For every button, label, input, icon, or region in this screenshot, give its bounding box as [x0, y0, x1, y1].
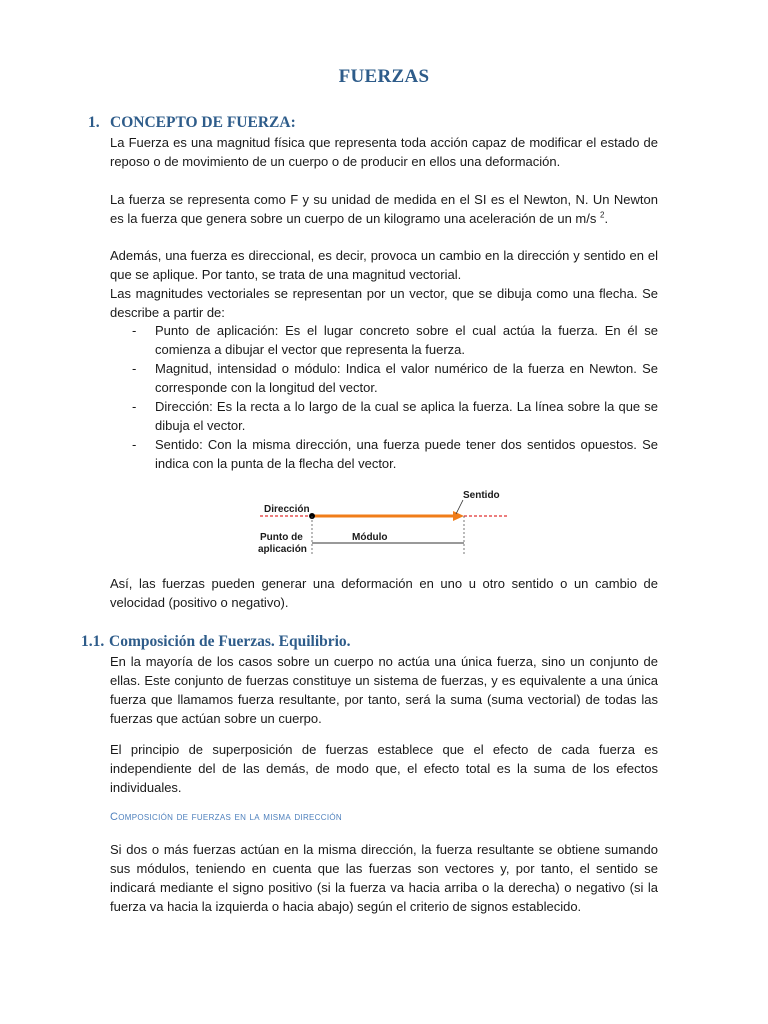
label-sentido: Sentido [463, 490, 500, 501]
force-vector-arrowhead [453, 511, 464, 521]
label-punto-aplicacion-line1: Punto de [260, 532, 303, 543]
sentido-pointer [456, 500, 463, 514]
list-item [110, 359, 658, 397]
paragraph-vectores: Las magnitudes vectoriales se representan por un vector, que se dibuja como una flecha. Se describe a partir de: [110, 286, 658, 320]
superscript-two: 2 [600, 210, 605, 220]
section-1-heading-text: CONCEPTO DE FUERZA: [110, 114, 296, 131]
paragraph-newton [110, 190, 658, 228]
list-item-text: Sentido: Con la misma dirección, una fuerza puede tener dos sentidos opuestos. Se indica con la punta de la flecha del vector. [155, 437, 658, 471]
paragraph-deformacion: Así, las fuerzas pueden generar una deformación en uno u otro sentido o un cambio de velocidad (positivo o negativo). [110, 576, 658, 610]
vector-diagram [250, 484, 520, 560]
bullet-dash: - [132, 323, 137, 338]
bullet-dash: - [132, 361, 137, 376]
paragraph-direccional: Además, una fuerza es direccional, es decir, provoca un cambio en la dirección y sentido en el que se aplique. Por tanto, se trata de una magnitud vectorial. [110, 248, 658, 282]
subheading-misma-direccion: Composición de fuerzas en la misma dirección [110, 811, 342, 823]
section-1-1-heading [81, 633, 351, 651]
paragraph-newton-end: . [604, 211, 609, 226]
bullet-dash: - [132, 437, 137, 452]
list-item [110, 397, 658, 435]
vector-properties-list [110, 321, 658, 473]
list-item [110, 321, 658, 359]
list-item [110, 435, 658, 473]
bullet-dash: - [132, 399, 137, 414]
paragraph-superposicion: El principio de superposición de fuerzas establece que el efecto de cada fuerza es independiente del de las demás, de modo que, el efecto total es la suma de los efectos individuales. [110, 742, 658, 795]
paragraph-definition: La Fuerza es una magnitud física que representa toda acción capaz de modificar el estado de reposo o de movimiento de un cuerpo o de producir en ellos una deformación. [110, 135, 658, 169]
section-1-1-number: 1.1. [81, 633, 105, 650]
label-direccion: Dirección [264, 504, 310, 515]
section-1-heading [88, 114, 296, 132]
paragraph-newton-text: La fuerza se representa como F y su unidad de medida en el SI es el Newton, N. Un Newton es la fuerza que genera sobre un cuerpo de un kilogramo una aceleración de un m/s [110, 192, 658, 226]
label-punto-aplicacion-line2: aplicación [258, 544, 307, 555]
list-item-text: Dirección: Es la recta a lo largo de la cual se aplica la fuerza. La línea sobre la que se dibuja el vector. [155, 399, 658, 433]
paragraph-misma-direccion: Si dos o más fuerzas actúan en la misma dirección, la fuerza resultante se obtiene sumando sus módulos, teniendo en cuenta que las fuerzas son vectores y, por tanto, el sentido se indicará mediante el signo positivo (si la fuerza va hacia arriba o la derecha) o negativo (si la fuerza va hacia la izquierda o hacia abajo) según el criterio de signos establecido. [110, 842, 658, 914]
section-1-1-heading-text: Composición de Fuerzas. Equilibrio. [109, 633, 351, 650]
paragraph-sistema-fuerzas: En la mayoría de los casos sobre un cuerpo no actúa una única fuerza, sino un conjunto de ellas. Este conjunto de fuerzas constituye un sistema de fuerzas, y es equivalente a una única fuerza que llamamos fuerza resultante, por tanto, será la suma (suma vectorial) de todas las fuerzas que actúan sobre un cuerpo. [110, 654, 658, 726]
list-item-text: Magnitud, intensidad o módulo: Indica el valor numérico de la fuerza en Newton. Se corresponde con la longitud del vector. [155, 361, 658, 395]
page-title: FUERZAS [338, 66, 430, 87]
section-1-number: 1. [88, 114, 100, 131]
list-item-text: Punto de aplicación: Es el lugar concreto sobre el cual actúa la fuerza. En él se comienza a dibujar el vector que representa la fuerza. [155, 323, 658, 357]
label-modulo: Módulo [352, 532, 388, 543]
